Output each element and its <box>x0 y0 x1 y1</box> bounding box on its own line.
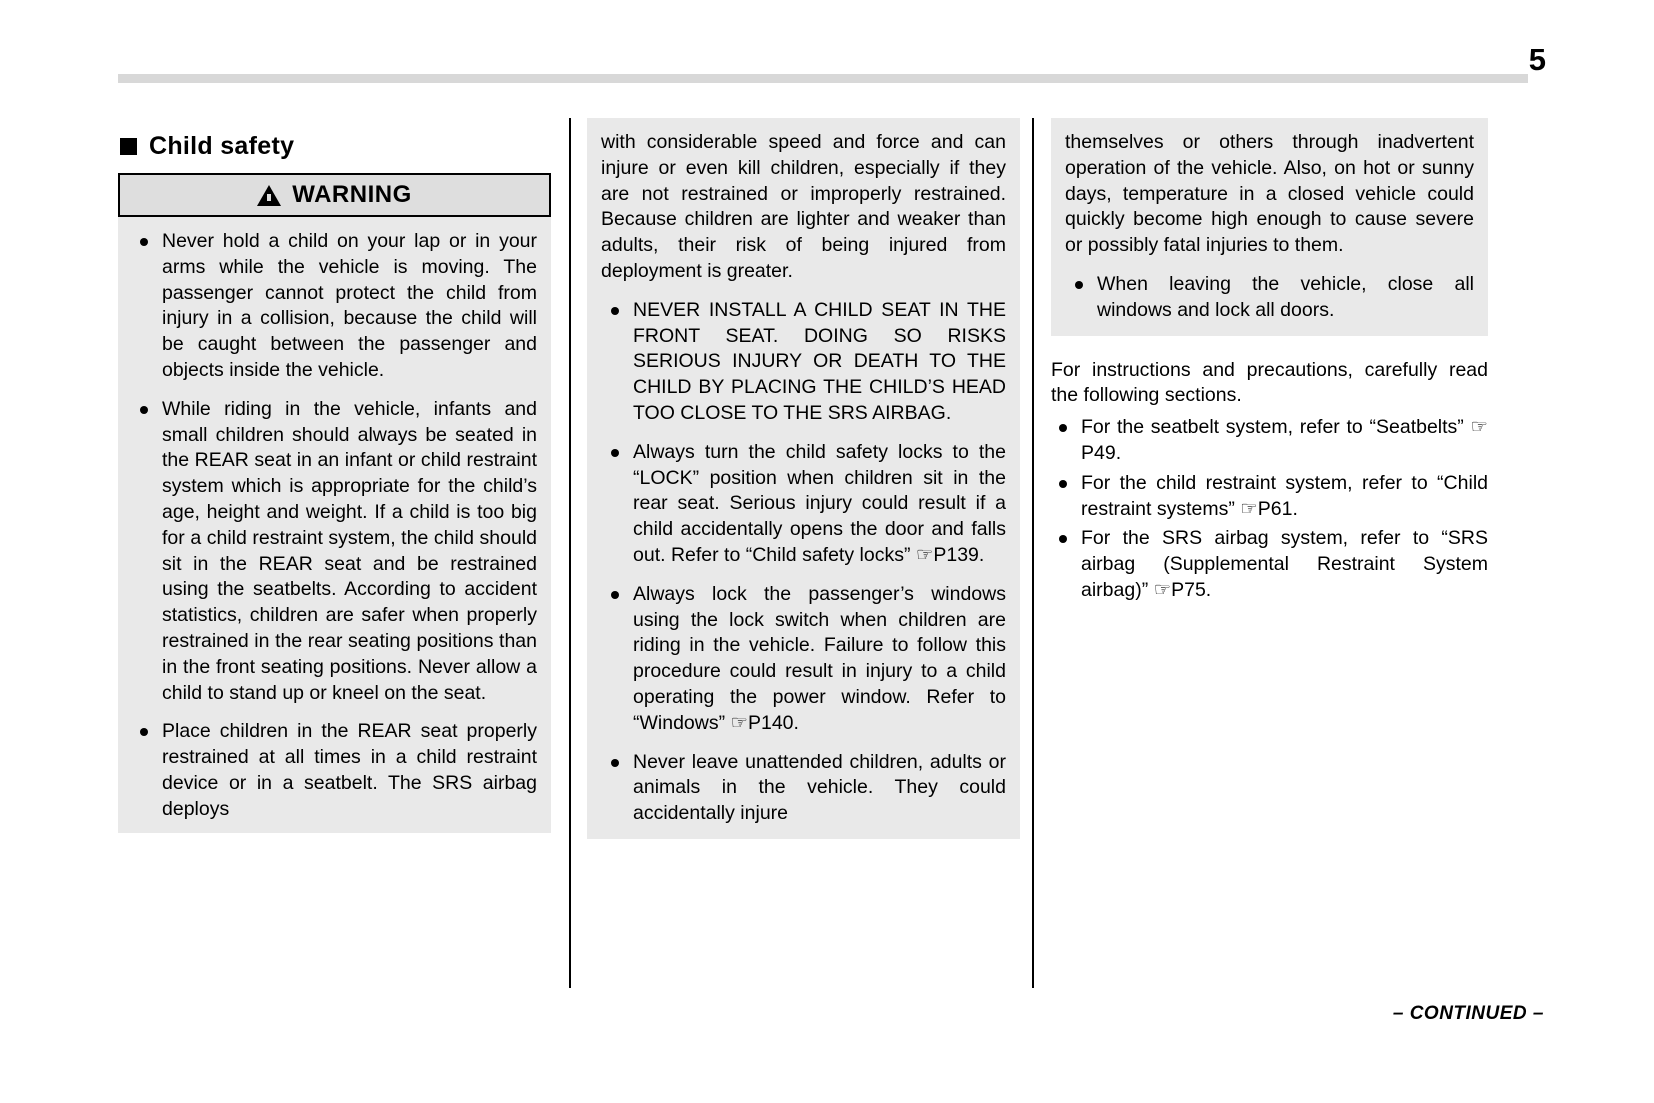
warning-header <box>118 173 551 217</box>
footer-continued: – CONTINUED – <box>1392 1003 1544 1024</box>
header-rule <box>118 74 1528 83</box>
list-item: For the seatbelt system, refer to “Seatbelts” ☞P49. <box>1051 415 1488 467</box>
section-heading-child-safety <box>120 132 551 161</box>
continuation-paragraph: with considerable speed and force and can injure or even kill children, especially if they are not restrained or improperly restrained. Because children are lighter and weaker than adults, their risk of being injured from deployment is greater. <box>601 131 1006 282</box>
column-divider-2 <box>1032 118 1034 988</box>
square-bullet-icon <box>120 138 137 155</box>
warning-triangle-icon <box>257 185 281 206</box>
list-item: Always lock the passenger’s windows using the lock switch when children are riding in the vehicle. Failure to follow this procedure could result in injury to a child operating the power window. Refer to “Windows” ☞P140. <box>601 582 1006 737</box>
references-section <box>1051 358 1488 604</box>
list-item: Place children in the REAR seat properly restrained at all times in a child restraint device or in a seatbelt. The SRS airbag deploys <box>130 719 537 822</box>
column-3 <box>1051 118 1488 608</box>
list-item: Never leave unattended children, adults or animals in the vehicle. They could accidentally injure <box>601 750 1006 827</box>
column-1 <box>118 118 551 833</box>
page-number: 5 <box>1528 42 1546 77</box>
list-item: When leaving the vehicle, close all windows and lock all doors. <box>1065 272 1474 324</box>
column-divider-1 <box>569 118 571 988</box>
warning-body <box>118 217 551 833</box>
column-2 <box>587 118 1020 839</box>
warning-bullet-list-2 <box>601 298 1006 827</box>
list-item: For the SRS airbag system, refer to “SRS airbag (Supplemental Restraint System airbag)” ☞P75. <box>1051 526 1488 603</box>
warning-bullet-list-3 <box>1065 272 1474 324</box>
section-title: Child safety <box>149 132 295 160</box>
warning-body-continued-2 <box>587 118 1020 839</box>
references-intro: For instructions and precautions, carefully read the following sections. <box>1051 358 1488 407</box>
warning-body-continued-3 <box>1051 118 1488 336</box>
list-item: For the child restraint system, refer to “Child restraint systems” ☞P61. <box>1051 471 1488 523</box>
reference-list <box>1051 415 1488 604</box>
list-item: While riding in the vehicle, infants and small children should always be seated in the REAR seat in an infant or child restraint system which is appropriate for the child’s age, height and weight. If a child is too big for a child restraint system, the child should sit in the REAR seat and be restrained using the seatbelts. According to accident statistics, children are safer when properly restrained in the rear seating positions than in the front seating positions. Never allow a child to stand up or kneel on the seat. <box>130 397 537 707</box>
list-item: Never hold a child on your lap or in your arms while the vehicle is moving. The passenger cannot protect the child from injury in a collision, because the child will be caught between the passenger and objects inside the vehicle. <box>130 229 537 384</box>
warning-bullet-list <box>130 229 537 823</box>
list-item: NEVER INSTALL A CHILD SEAT IN THE FRONT SEAT. DOING SO RISKS SERIOUS INJURY OR DEATH TO THE CHILD BY PLACING THE CHILD’S HEAD TOO CLOSE TO THE SRS AIRBAG. <box>601 298 1006 427</box>
list-item: Always turn the child safety locks to the “LOCK” position when children sit in the rear seat. Serious injury could result if a child accidentally opens the door and falls out. Refer to “Child safety locks” ☞P139. <box>601 440 1006 569</box>
continuation-paragraph: themselves or others through inadvertent operation of the vehicle. Also, on hot or sunny days, temperature in a closed vehicle could quickly become high enough to cause severe or possibly fatal injuries to them. <box>1065 131 1474 257</box>
warning-label: WARNING <box>292 181 412 208</box>
